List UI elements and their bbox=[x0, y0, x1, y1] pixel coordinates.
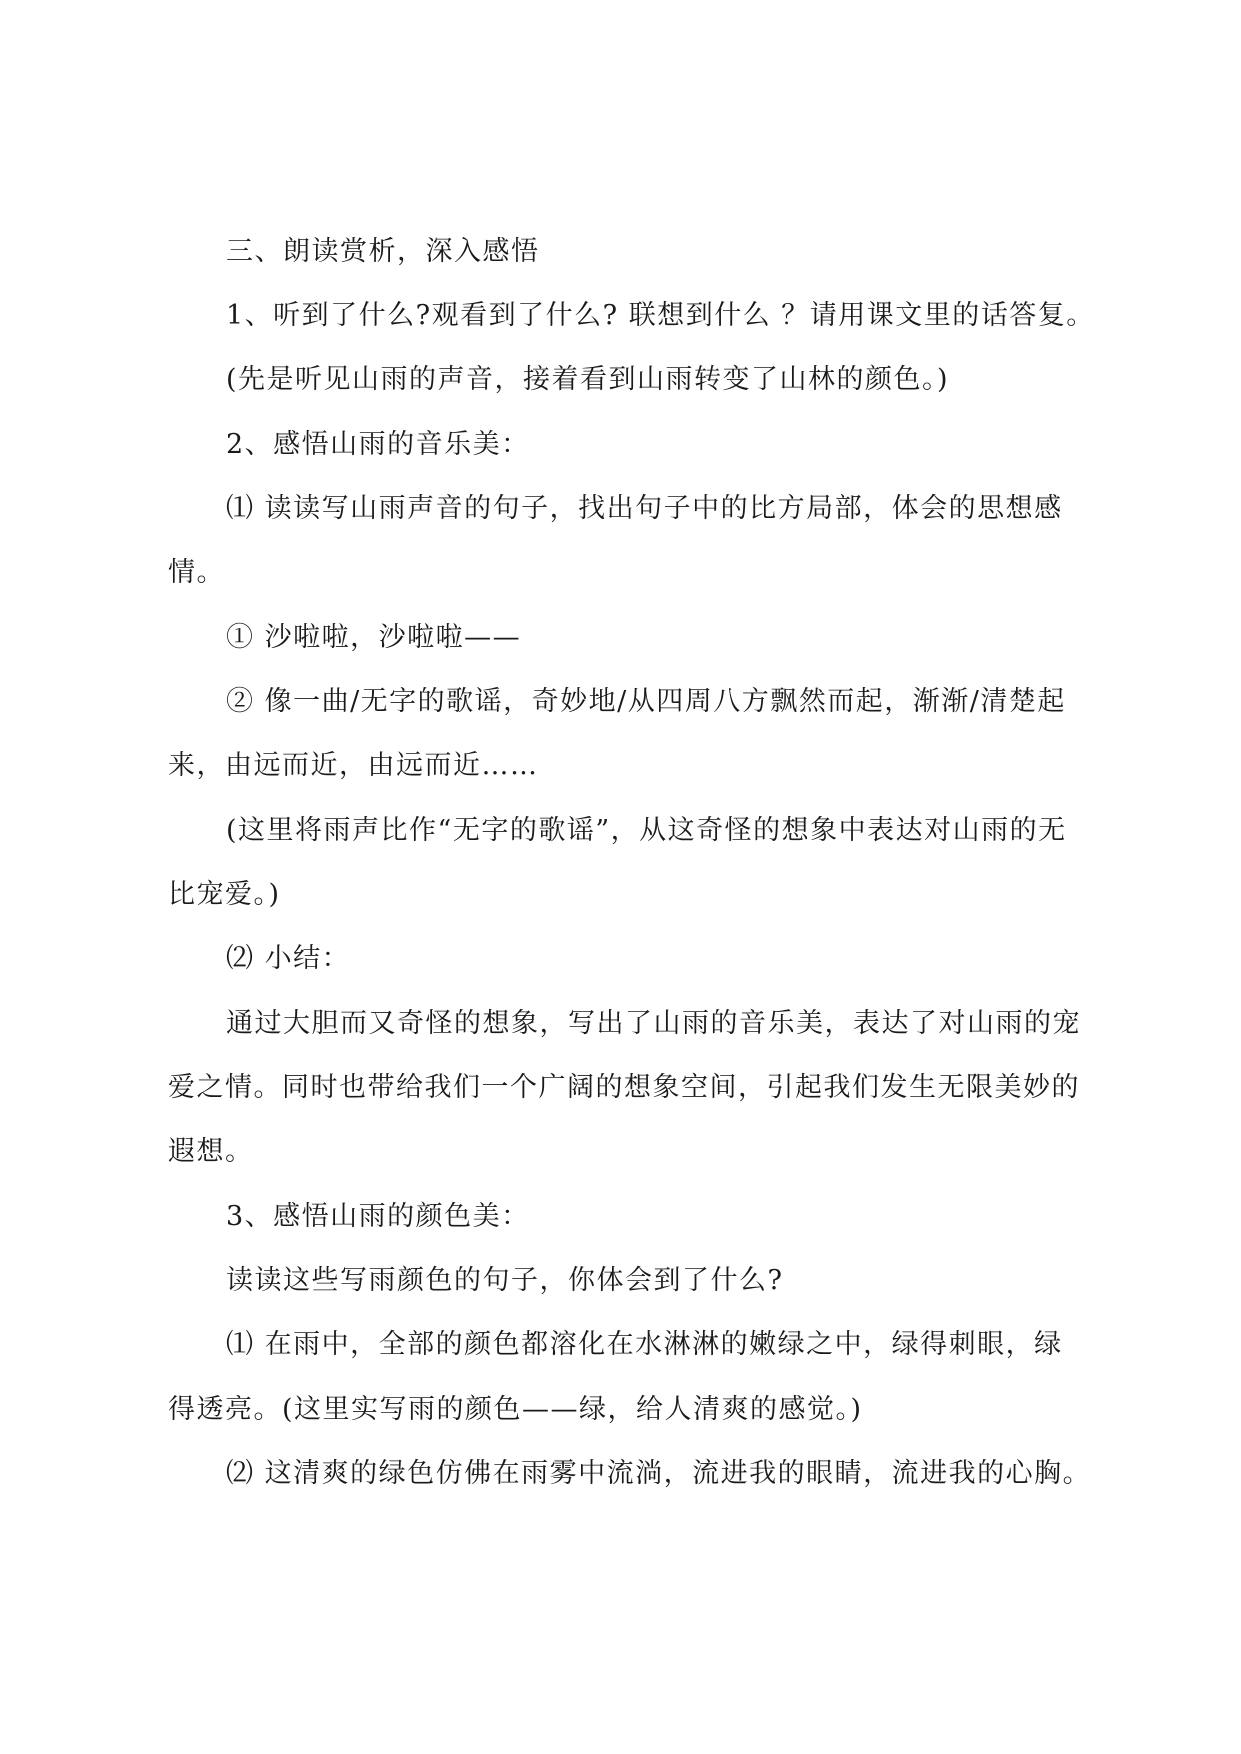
quote-1: ① 沙啦啦，沙啦啦—— bbox=[226, 622, 522, 653]
section-heading: 三、朗读赏析，深入感悟 bbox=[226, 236, 540, 267]
paragraph-line: ⑵ 这清爽的绿色仿佛在雨雾中流淌，流进我的眼睛，流进我的心胸。 bbox=[226, 1458, 1092, 1489]
paragraph-line: 得透亮。(这里实写雨的颜色——绿，给人清爽的感觉。) bbox=[168, 1394, 863, 1425]
paragraph-line: ⑴ 在雨中，全部的颜色都溶化在水淋淋的嫩绿之中，绿得刺眼，绿 bbox=[226, 1329, 1063, 1360]
question-1: 1、听到了什么?观看到了什么? 联想到什么 ？请用课文里的话答复。 bbox=[226, 300, 1095, 331]
paragraph-line: ⑴ 读读写山雨声音的句子，找出句子中的比方局部，体会的思想感 bbox=[226, 493, 1063, 524]
answer-1: (先是听见山雨的声音，接着看到山雨转变了山林的颜色。) bbox=[226, 364, 950, 395]
paragraph-line: 比宠爱。) bbox=[168, 879, 281, 910]
paragraph-line: (这里将雨声比作“无字的歌谣”，从这奇怪的想象中表达对山雨的无 bbox=[226, 815, 1067, 846]
paragraph-line: 遐想。 bbox=[168, 1136, 254, 1167]
paragraph-line: 情。 bbox=[168, 557, 225, 588]
summary-heading: ⑵ 小结： bbox=[226, 943, 351, 974]
paragraph-line: 读读这些写雨颜色的句子，你体会到了什么? bbox=[226, 1265, 784, 1296]
paragraph-line: 爱之情。同时也带给我们一个广阔的想象空间，引起我们发生无限美妙的 bbox=[168, 1072, 1080, 1103]
quote-2: ② 像一曲/无字的歌谣，奇妙地/从四周八方飘然而起，渐渐/清楚起 bbox=[226, 686, 1066, 717]
subheading-color-beauty: 3、感悟山雨的颜色美： bbox=[226, 1201, 530, 1232]
paragraph-line: 来，由远而近，由远而近…… bbox=[168, 750, 539, 781]
subheading-music-beauty: 2、感悟山雨的音乐美： bbox=[226, 429, 530, 460]
paragraph-line: 通过大胆而又奇怪的想象，写出了山雨的音乐美，表达了对山雨的宠 bbox=[226, 1008, 1081, 1039]
